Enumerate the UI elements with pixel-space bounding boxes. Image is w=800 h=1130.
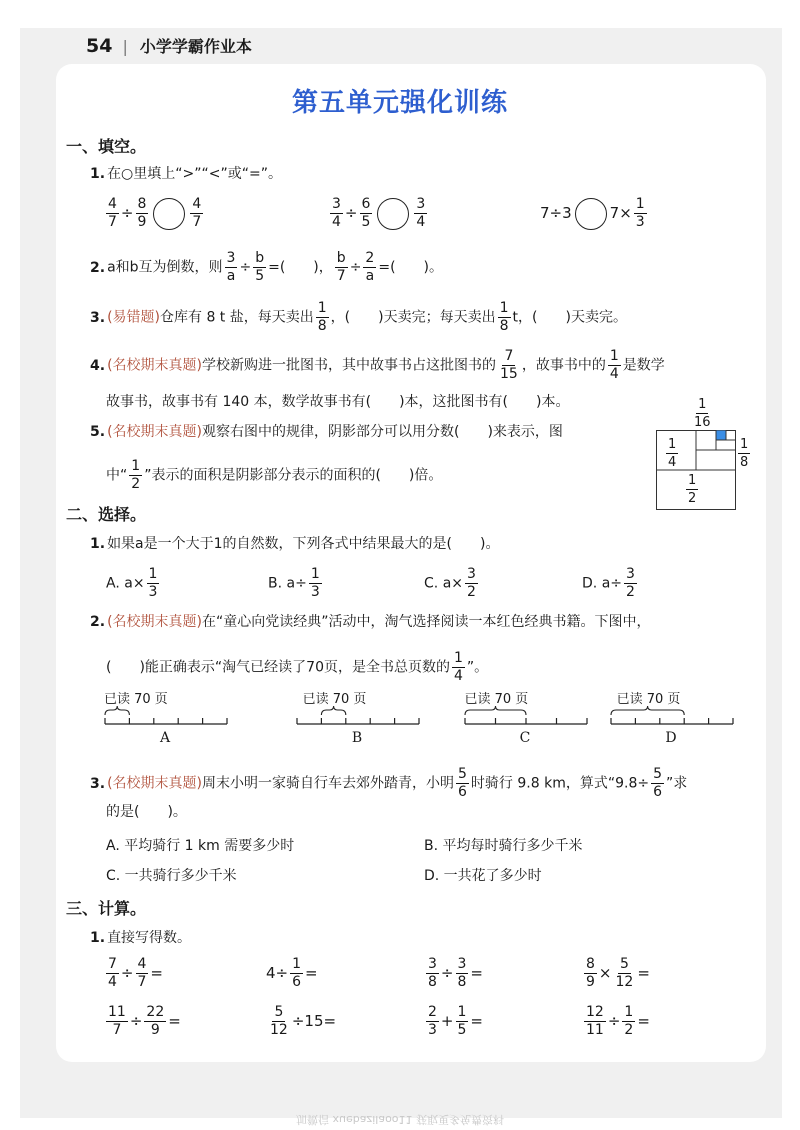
answer-blank[interactable]: =( )。 <box>378 259 443 276</box>
numerator: 3 <box>457 956 467 972</box>
equals: = <box>470 964 483 982</box>
q-text: 中“ <box>106 467 128 484</box>
fraction <box>147 566 160 601</box>
fraction <box>414 196 427 231</box>
q-number: 1. <box>90 930 106 946</box>
calc-item <box>104 1004 181 1039</box>
calc-item <box>582 956 650 991</box>
read-pages-label: 已读 70 页 <box>104 692 168 707</box>
denominator: 4 <box>332 214 341 230</box>
denominator: 5 <box>457 1022 467 1038</box>
answer-blank[interactable]: =( )， <box>268 259 333 276</box>
fraction <box>651 766 664 801</box>
q-text: 直接写得数。 <box>107 930 192 946</box>
q-text: a和b互为倒数，则 <box>107 259 223 276</box>
label-1-4 <box>666 436 678 471</box>
operator: ÷ <box>129 1012 143 1030</box>
fraction <box>584 956 597 991</box>
denominator: 8 <box>740 455 749 470</box>
operator: ÷ <box>120 964 134 982</box>
fraction <box>456 766 469 801</box>
brace <box>465 706 526 715</box>
numerator: 1 <box>131 458 141 474</box>
denominator: 9 <box>586 974 595 990</box>
numerator: 1 <box>740 437 749 452</box>
numerator: 8 <box>586 956 595 972</box>
diagram-option-label: D <box>665 730 677 746</box>
choice-q2 <box>90 612 651 632</box>
worksheet-title: 第五单元强化训练 <box>291 88 508 118</box>
q-text: 周末小明一家骑自行车去郊外踏青，小明 <box>202 775 454 792</box>
label-1-2 <box>686 472 698 507</box>
q-number: 3. <box>90 309 106 326</box>
answer-circle[interactable] <box>153 198 185 230</box>
numerator: 1 <box>609 348 619 364</box>
operator: ÷ <box>440 964 454 982</box>
fraction <box>363 250 376 285</box>
numerator: 2 <box>365 250 375 266</box>
choice-q3-line2: 的是( )。 <box>106 804 187 820</box>
fraction <box>452 650 465 685</box>
denominator: 8 <box>457 974 467 990</box>
denominator: 7 <box>137 974 147 990</box>
q-text: ”表示的面积是阴影部分表示的面积的( )倍。 <box>144 467 443 484</box>
denominator: 4 <box>609 366 619 382</box>
q-tag: (名校期末真题) <box>107 775 202 792</box>
operator: + <box>440 1012 454 1030</box>
numerator: 3 <box>626 566 635 582</box>
numerator: 1 <box>292 956 302 972</box>
q-number: 2. <box>90 259 106 276</box>
equals: = <box>470 1012 483 1030</box>
expr-prefix: 4÷ <box>266 964 289 982</box>
denominator: 6 <box>653 784 663 800</box>
q-number: 5. <box>90 424 106 440</box>
compare-expr-2 <box>328 196 429 231</box>
numerator: 1 <box>457 1004 467 1020</box>
fraction <box>290 956 303 991</box>
numerator: 1 <box>624 1004 634 1020</box>
numerator: 1 <box>499 300 509 316</box>
answer-circle[interactable] <box>575 198 607 230</box>
q-text: 是数学 <box>622 357 665 374</box>
fraction <box>330 196 343 231</box>
denominator: 3 <box>635 214 645 230</box>
denominator: 2 <box>688 491 697 506</box>
fraction <box>614 956 636 991</box>
brace <box>611 706 684 715</box>
read-pages-label: 已读 70 页 <box>302 692 367 707</box>
numerator: 1 <box>635 196 645 212</box>
numerator: 7 <box>504 348 514 364</box>
expr-left: 7÷3 <box>540 204 572 222</box>
read-pages-label: 已读 70 页 <box>464 692 529 707</box>
fraction <box>316 300 329 335</box>
numerator: 2 <box>428 1004 437 1020</box>
section-choice-heading: 二、选择。 <box>66 505 147 524</box>
section-fill-heading: 一、填空。 <box>66 137 147 156</box>
diagram-option-label: C <box>519 730 531 746</box>
fraction <box>456 956 469 991</box>
choice-q3-option-b[interactable]: B. 平均每时骑行多少千米 <box>424 838 583 854</box>
fraction <box>106 196 119 231</box>
denominator: a <box>365 268 375 284</box>
numerator: 6 <box>361 196 371 212</box>
operator: ÷ <box>120 204 134 222</box>
choice-q1-option-b[interactable] <box>268 566 324 601</box>
numerator: 5 <box>619 956 629 972</box>
segment-diagram-c[interactable] <box>464 688 586 748</box>
q-text: ”。 <box>466 659 489 676</box>
fraction <box>584 1004 606 1039</box>
numerator: 1 <box>310 566 320 582</box>
fraction <box>608 348 621 383</box>
fraction <box>622 1004 635 1039</box>
numerator: 4 <box>192 196 202 212</box>
choice-q1-option-d[interactable] <box>582 566 639 601</box>
fraction <box>225 250 238 285</box>
book-title: 小学学霸作业本 <box>139 37 252 56</box>
q-text: 在“童心向党读经典”活动中，淘气选择阅读一本红色经典书籍。下图中， <box>202 614 651 630</box>
numerator: 1 <box>454 650 463 666</box>
q-text: 如果a是一个大于1的自然数，下列各式中结果最大的是( )。 <box>107 536 500 552</box>
operator: ÷ <box>349 259 362 276</box>
denominator: 4 <box>108 974 117 990</box>
brace <box>321 706 345 715</box>
denominator: 5 <box>361 214 371 230</box>
calc-item <box>424 1004 483 1039</box>
fraction <box>253 250 266 285</box>
q-text: 仓库有 8 t 盐，每天卖出 <box>160 309 314 326</box>
choice-q3 <box>90 766 687 801</box>
option-label: B. <box>268 575 283 592</box>
option-label: C. <box>424 575 439 592</box>
fraction <box>634 196 647 231</box>
q-text: ，故事书中的 <box>521 357 606 374</box>
label-1-16 <box>692 396 713 431</box>
q-text: 在○里填上“>”“<”或“=”。 <box>107 166 282 182</box>
numerator: 4 <box>137 956 147 972</box>
numerator: 4 <box>108 196 117 212</box>
numerator: 1 <box>698 397 707 412</box>
fraction <box>498 348 520 383</box>
numerator: 8 <box>137 196 147 212</box>
denominator: 3 <box>148 584 158 600</box>
q-tag: (名校期末真题) <box>107 614 202 630</box>
equals: = <box>150 964 163 982</box>
fraction <box>465 566 478 601</box>
operator: × <box>598 964 612 982</box>
fill-q3 <box>90 300 627 335</box>
q-tag: (名校期末真题) <box>107 357 202 374</box>
fraction <box>136 196 149 231</box>
segment-diagram-a[interactable] <box>104 688 226 748</box>
denominator: 8 <box>317 318 327 334</box>
fill-q5-line2 <box>106 458 442 493</box>
fraction <box>624 566 637 601</box>
denominator: 2 <box>624 1022 634 1038</box>
q-text: ，( )天卖完；每天卖出 <box>330 309 496 326</box>
operator: ÷ <box>607 1012 621 1030</box>
footer-watermark: 加微信 xuebazilaoo11 获取更多免费资料 <box>295 1113 505 1126</box>
numerator: 3 <box>467 566 476 582</box>
page-header <box>86 34 252 57</box>
q-text: 学校新购进一批图书，其中故事书占这批图书的 <box>202 357 496 374</box>
denominator: 7 <box>336 268 346 284</box>
option-label: D. <box>582 575 598 592</box>
q-text: 观察右图中的规律，阴影部分可以用分数( )来表示，图 <box>202 424 563 440</box>
q-number: 4. <box>90 357 106 374</box>
fraction <box>426 1004 439 1039</box>
expr-right: 7× <box>609 204 632 222</box>
q-text: ( )能正确表示“淘气已经读了70页，是全书总页数的 <box>106 659 450 676</box>
option-expr: a× <box>124 575 145 592</box>
denominator: 15 <box>500 366 518 382</box>
numerator: 3 <box>226 250 236 266</box>
numerator: 5 <box>274 1004 284 1020</box>
option-expr: a÷ <box>286 575 307 592</box>
denominator: 2 <box>131 476 141 492</box>
denominator: 8 <box>499 318 509 334</box>
denominator: 2 <box>626 584 635 600</box>
numerator: 22 <box>146 1004 165 1020</box>
answer-circle[interactable] <box>377 198 409 230</box>
choice-q3-option-d[interactable]: D. 一共花了多少时 <box>424 868 542 884</box>
numerator: b <box>255 250 265 266</box>
q-text: t，( )天卖完。 <box>512 309 627 326</box>
denominator: 4 <box>454 668 463 684</box>
fraction <box>360 196 373 231</box>
numerator: 7 <box>108 956 117 972</box>
denominator: 7 <box>112 1022 122 1038</box>
denominator: 5 <box>255 268 265 284</box>
fraction <box>309 566 322 601</box>
calc-item <box>582 1004 650 1039</box>
operator: ÷ <box>239 259 252 276</box>
fill-q1 <box>90 164 282 184</box>
denominator: 3 <box>428 1022 437 1038</box>
denominator: 12 <box>615 974 634 990</box>
fraction <box>106 956 119 991</box>
option-expr: a÷ <box>601 575 622 592</box>
choice-q1-option-a[interactable] <box>106 566 161 601</box>
page-number: 54 <box>86 35 113 57</box>
compare-expr-3 <box>540 196 649 231</box>
denominator: 9 <box>150 1022 160 1038</box>
fill-q2 <box>90 250 443 285</box>
denominator: 16 <box>694 415 711 430</box>
read-pages-label: 已读 70 页 <box>616 692 681 707</box>
calc-q1 <box>90 928 191 948</box>
numerator: 11 <box>108 1004 126 1020</box>
operator: ÷15= <box>291 1012 337 1030</box>
fraction <box>498 300 511 335</box>
option-expr: a× <box>442 575 463 592</box>
q-text: ”求 <box>666 775 688 792</box>
numerator: 1 <box>668 437 677 452</box>
q-number: 3. <box>90 775 106 792</box>
denominator: 7 <box>192 214 202 230</box>
fraction <box>144 1004 166 1039</box>
option-label: A. <box>106 575 120 592</box>
denominator: 2 <box>467 584 476 600</box>
section-calc-heading: 三、计算。 <box>66 899 147 918</box>
diagram-option-label: B <box>351 730 363 746</box>
denominator: 3 <box>310 584 320 600</box>
operator: ÷ <box>344 204 358 222</box>
calc-item <box>266 1004 336 1039</box>
q-tag: (名校期末真题) <box>107 424 202 440</box>
label-1-8 <box>738 436 750 471</box>
fill-q4 <box>90 348 665 383</box>
fraction <box>268 1004 290 1039</box>
numerator: 3 <box>428 956 437 972</box>
fraction <box>335 250 348 285</box>
q-text: 时骑行 9.8 km，算式“9.8÷ <box>470 775 650 792</box>
fraction <box>129 458 142 493</box>
denominator: 9 <box>137 214 147 230</box>
numerator: 1 <box>148 566 158 582</box>
choice-q3-option-c[interactable]: C. 一共骑行多少千米 <box>106 868 237 884</box>
q-tag: (易错题) <box>107 309 160 326</box>
q-number: 1. <box>90 166 106 182</box>
denominator: 6 <box>292 974 302 990</box>
shaded-region <box>717 431 726 440</box>
fill-q5 <box>90 422 563 442</box>
header-separator: | <box>122 37 128 56</box>
numerator: 3 <box>332 196 341 212</box>
choice-q3-option-a[interactable]: A. 平均骑行 1 km 需要多少时 <box>106 838 295 854</box>
denominator: 11 <box>586 1022 604 1038</box>
denominator: 6 <box>458 784 467 800</box>
calc-item <box>104 956 163 991</box>
diagram-option-label: A <box>159 730 171 746</box>
q-number: 1. <box>90 536 106 552</box>
fraction <box>190 196 203 231</box>
calc-item <box>266 956 318 991</box>
numerator: 5 <box>458 766 467 782</box>
compare-expr-1 <box>104 196 205 231</box>
fraction <box>456 1004 469 1039</box>
denominator: a <box>226 268 236 284</box>
equals: = <box>305 964 318 982</box>
numerator: 3 <box>416 196 426 212</box>
numerator: 1 <box>317 300 327 316</box>
denominator: 8 <box>428 974 437 990</box>
denominator: 4 <box>668 455 677 470</box>
equals: = <box>168 1012 181 1030</box>
fraction <box>136 956 149 991</box>
denominator: 7 <box>108 214 117 230</box>
numerator: b <box>336 250 346 266</box>
q-number: 2. <box>90 614 106 630</box>
numerator: 5 <box>653 766 663 782</box>
choice-q1-option-c[interactable] <box>424 566 480 601</box>
choice-q2-line2 <box>106 650 488 685</box>
choice-q1 <box>90 534 499 554</box>
equals: = <box>637 964 650 982</box>
fraction <box>426 956 439 991</box>
brace <box>105 706 129 715</box>
numerator: 12 <box>586 1004 604 1020</box>
segment-diagram-d[interactable] <box>610 688 732 748</box>
calc-item <box>424 956 483 991</box>
denominator: 4 <box>416 214 426 230</box>
numerator: 1 <box>688 473 697 488</box>
fill-q4-line2: 故事书，故事书有 140 本，数学故事书有( )本，这批图书有( )本。 <box>106 394 570 410</box>
equals: = <box>637 1012 650 1030</box>
denominator: 12 <box>270 1022 288 1038</box>
segment-diagram-b[interactable] <box>296 688 418 748</box>
fraction <box>106 1004 128 1039</box>
